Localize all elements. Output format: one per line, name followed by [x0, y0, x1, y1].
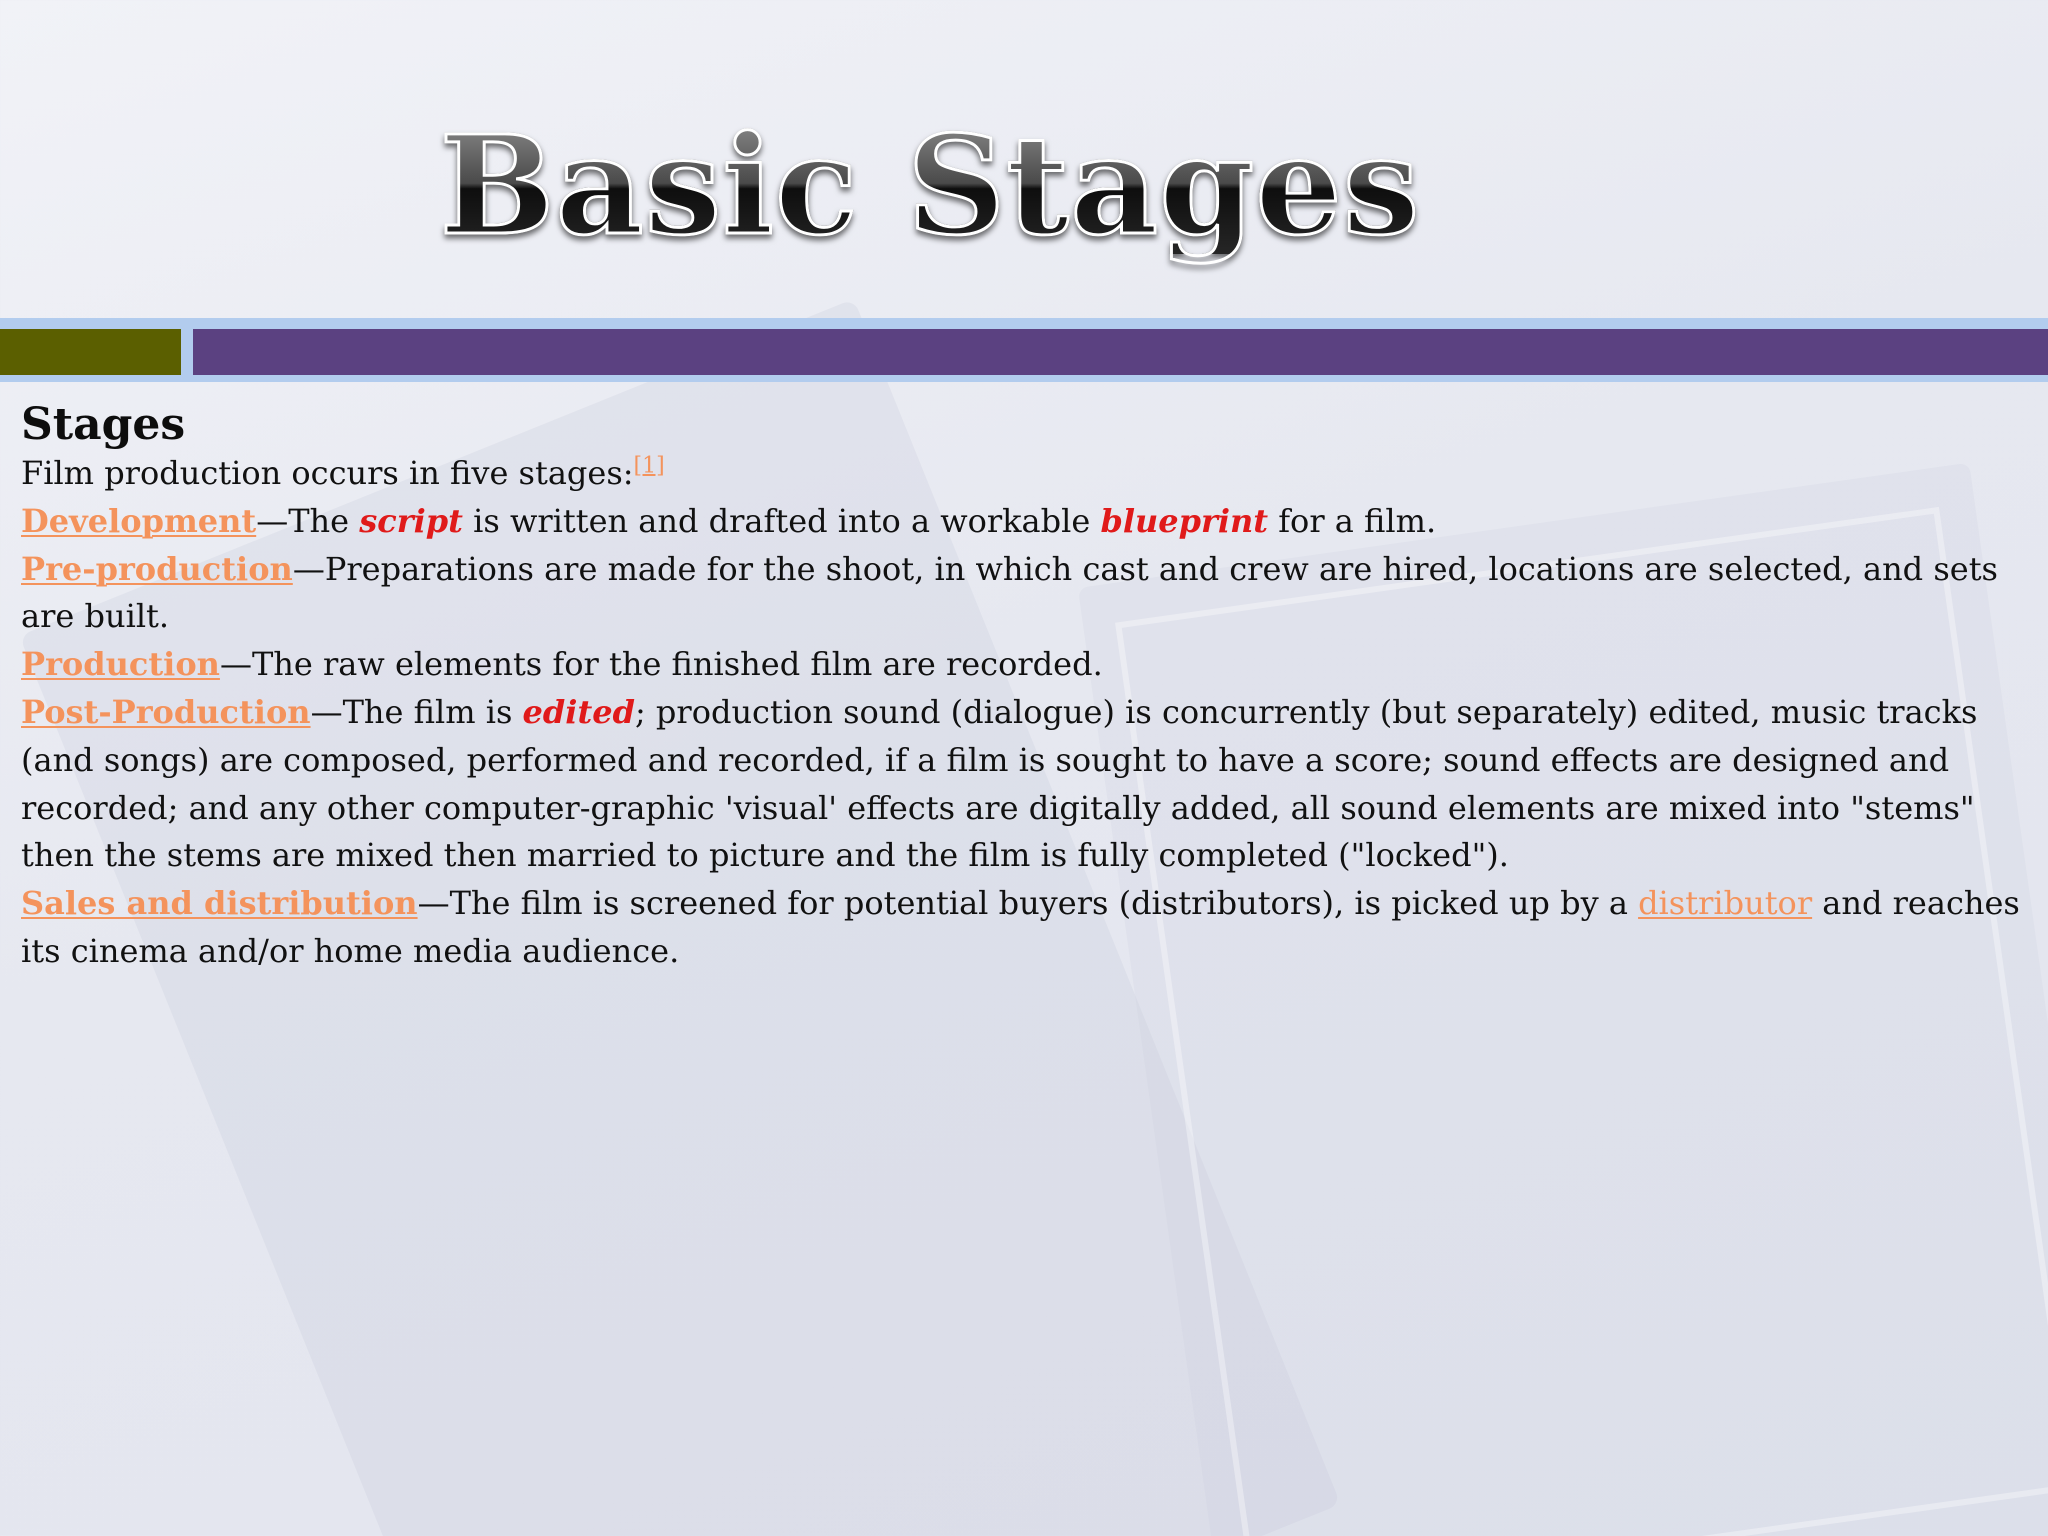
stage-description: is written and drafted into a workable: [462, 501, 1101, 540]
stage-paragraph: [21, 641, 2021, 689]
stage-description: —The: [256, 501, 360, 540]
stage-link[interactable]: Post-Production: [21, 692, 311, 731]
accent-bar-purple: [193, 329, 2048, 375]
slide-content: [21, 398, 2021, 976]
accent-bar-olive: [0, 329, 181, 375]
stage-link[interactable]: Development: [21, 501, 257, 540]
intro-text: Film production occurs in five stages:: [21, 454, 634, 492]
stage-description: ; production sound (dialogue) is concurrently (but separately) edited, music tracks (and songs) are composed, performed and recorded, if a film is sought to have a score; sound effects are designed and recorded; and any other computer-graphic 'visual' effects are digitally added, all sound elements are mixed into "stems" then the stems are mixed then married to picture and the film is fully completed ("locked").: [21, 692, 1978, 875]
emphasized-term: script: [359, 501, 463, 540]
emphasized-term: blueprint: [1100, 501, 1269, 540]
stage-paragraph: [21, 689, 2021, 880]
stage-description: and reaches its cinema and/or home media audience.: [21, 884, 2020, 970]
stage-paragraph: [21, 880, 2021, 976]
stage-description: —Preparations are made for the shoot, in which cast and crew are hired, locations are selected, and sets are built.: [21, 549, 1998, 636]
citation-link[interactable]: [1]: [633, 453, 665, 479]
stage-paragraph: [21, 498, 2021, 546]
emphasized-term: edited: [522, 692, 635, 731]
stage-link[interactable]: Sales and distribution: [21, 884, 418, 923]
stage-description: for a film.: [1268, 501, 1437, 540]
stage-description: —The raw elements for the finished film are recorded.: [219, 645, 1103, 684]
stage-link[interactable]: Pre-production: [21, 549, 293, 588]
inline-link[interactable]: distributor: [1638, 884, 1813, 923]
stage-description: —The film is: [310, 692, 523, 731]
stage-list: [21, 498, 2021, 976]
stage-description: —The film is screened for potential buyers (distributors), is picked up by a: [417, 884, 1639, 923]
intro-paragraph: [21, 450, 2021, 498]
section-heading: Stages: [21, 399, 186, 450]
slide-title: Basic Stages: [0, 118, 1860, 254]
stage-link[interactable]: Production: [21, 645, 220, 684]
stage-paragraph: [21, 546, 2021, 642]
